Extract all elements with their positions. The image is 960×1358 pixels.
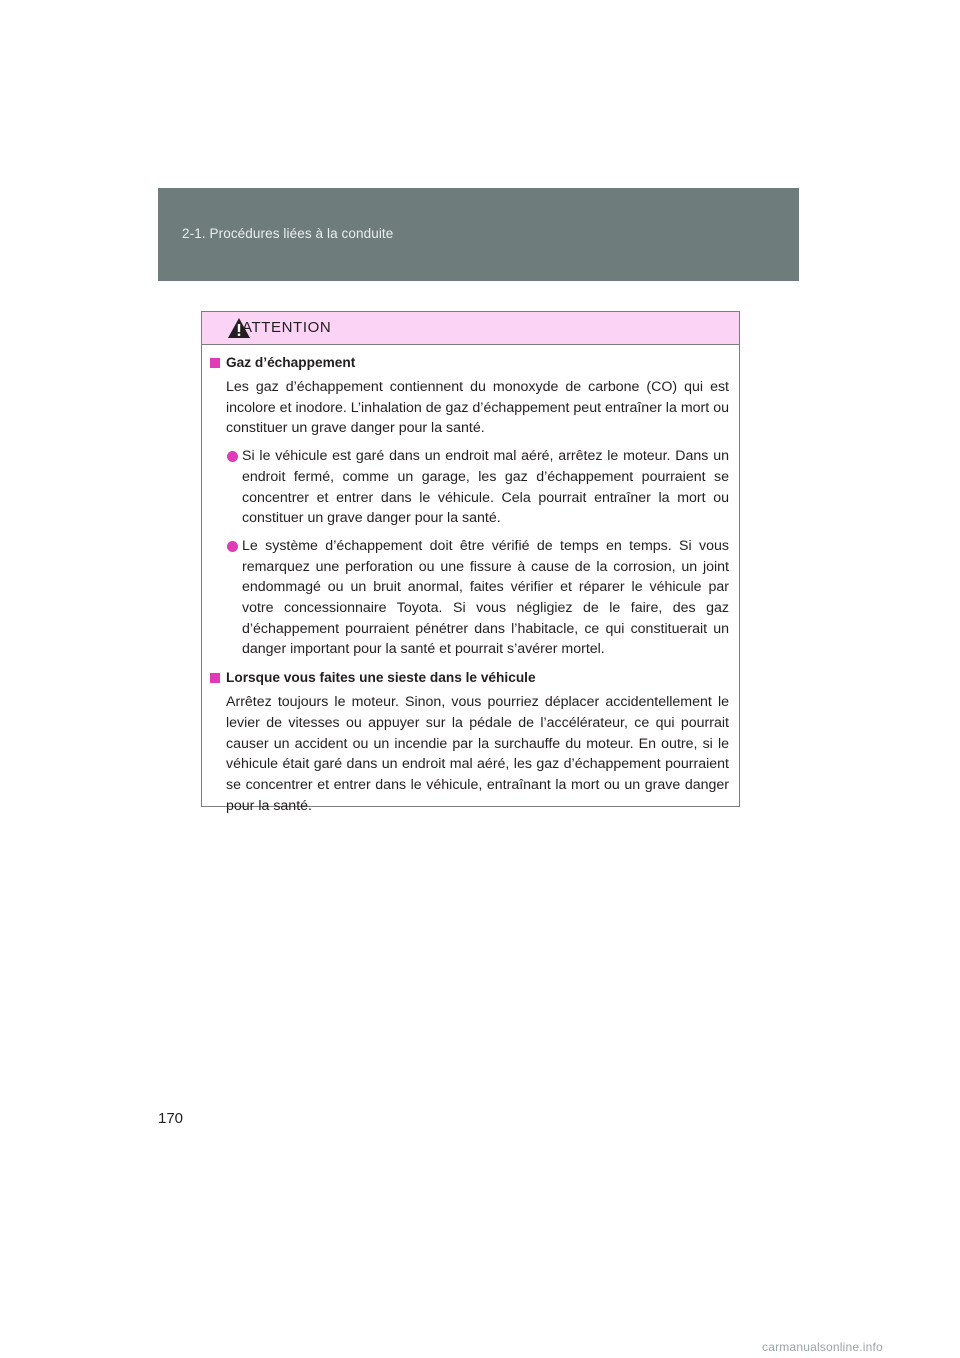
paragraph-exhaust: Les gaz d’échappement contiennent du monoxyde de carbone (CO) qui est incolore et inodore. L’inhalation de gaz d’échappement peut entraîner la mort ou constituer un grave danger pour la santé. bbox=[226, 379, 729, 437]
caution-box bbox=[201, 311, 740, 814]
watermark-text: carmanualsonline.info bbox=[762, 1340, 883, 1354]
list-item-text: Si le véhicule est garé dans un endroit mal aéré, arrêtez le moteur. Dans un endroit fermé, comme un garage, les gaz d’échappement pourraient se concentrer et entrer dans le véhicule. Cela pourrait entraîner la mort ou constituer un grave danger pour la santé. bbox=[242, 448, 729, 527]
list-item bbox=[210, 536, 729, 660]
dot-bullet-icon bbox=[227, 451, 238, 462]
paragraph-nap: Arrêtez toujours le moteur. Sinon, vous pourriez déplacer accidentellement le levier de vitesses ou appuyer sur la pédale de l’accélérateur, ce qui pourrait causer un accident ou un incendie par la surchauffe du moteur. En outre, si le véhicule était garé dans un endroit mal aéré, les gaz d’échappement pourraient se concentrer et entrer dans le véhicule, entraînant la mort ou un grave danger pour la santé. bbox=[226, 694, 729, 814]
list-item bbox=[210, 446, 729, 529]
square-bullet-icon bbox=[210, 358, 220, 368]
caution-body bbox=[202, 345, 739, 816]
page-number: 170 bbox=[158, 1110, 184, 1127]
topic-heading-exhaust bbox=[210, 353, 729, 373]
topic-heading-text: Lorsque vous faites une sieste dans le véhicule bbox=[226, 670, 536, 686]
caution-header bbox=[202, 312, 739, 345]
dot-bullet-icon bbox=[227, 541, 238, 552]
topic-heading-nap bbox=[210, 668, 729, 688]
square-bullet-icon bbox=[210, 673, 220, 683]
caution-title: ATTENTION bbox=[242, 319, 332, 336]
list-item-text: Le système d’échappement doit être vérifié de temps en temps. Si vous remarquez une perforation ou une fissure à cause de la corrosion, un joint endommagé ou un bruit anormal, faites vérifier et réparer le véhicule par votre concessionnaire Toyota. Si vous négligiez de le faire, des gaz d’échappement pourraient pénétrer dans l’habitacle, ce qui constituerait un danger important pour la santé et pourrait s’avérer mortel. bbox=[242, 537, 729, 658]
topic-heading-text: Gaz d’échappement bbox=[226, 355, 356, 370]
section-title: 2-1. Procédures liées à la conduite bbox=[182, 226, 394, 241]
section-header-band bbox=[158, 188, 799, 281]
